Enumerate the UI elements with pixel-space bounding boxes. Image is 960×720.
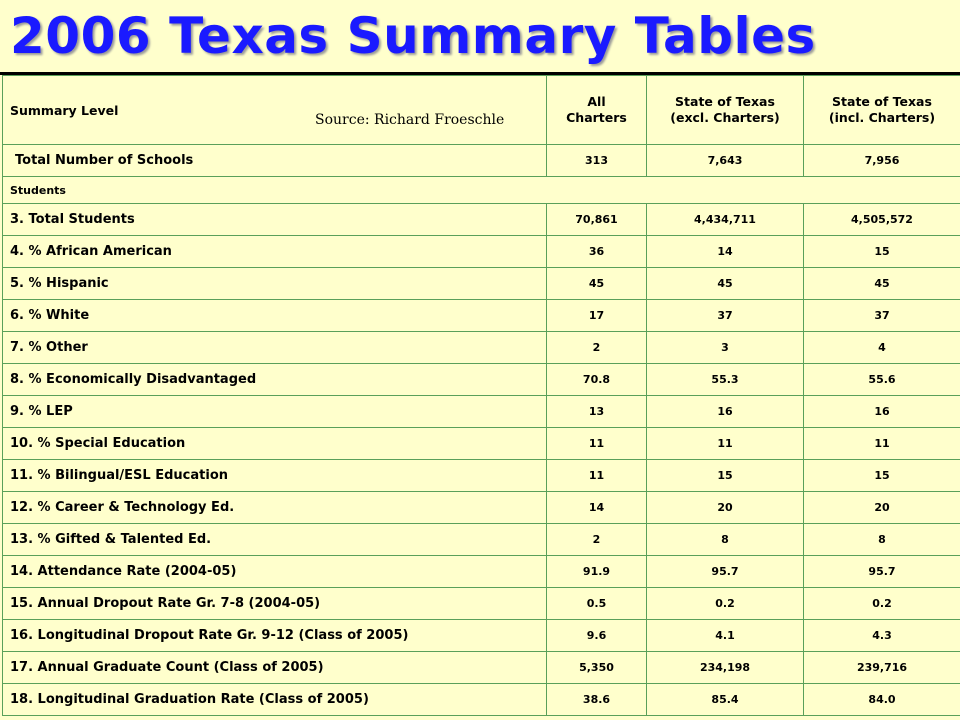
row-label: Total Number of Schools <box>3 145 547 177</box>
cell-all-charters: 5,350 <box>547 652 647 684</box>
cell-state-excl: 85.4 <box>647 684 804 716</box>
row-label: 11. % Bilingual/ESL Education <box>3 460 547 492</box>
cell-all-charters: 45 <box>547 268 647 300</box>
table-row <box>3 300 960 332</box>
table-row <box>3 204 960 236</box>
row-label: 8. % Economically Disadvantaged <box>3 364 547 396</box>
cell-state-excl: 14 <box>647 236 804 268</box>
cell-state-incl: 4 <box>804 332 960 364</box>
cell-all-charters: 91.9 <box>547 556 647 588</box>
cell-state-incl: 55.6 <box>804 364 960 396</box>
summary-table <box>2 75 960 716</box>
header-col3-line1: State of Texas <box>832 94 932 109</box>
cell-state-incl: 15 <box>804 460 960 492</box>
table-row <box>3 620 960 652</box>
cell-state-excl: 55.3 <box>647 364 804 396</box>
table-row <box>3 524 960 556</box>
cell-state-excl: 4.1 <box>647 620 804 652</box>
row-label: 17. Annual Graduate Count (Class of 2005) <box>3 652 547 684</box>
cell-state-incl: 45 <box>804 268 960 300</box>
cell-state-excl: 45 <box>647 268 804 300</box>
header-summary-level: Summary Level <box>10 102 119 118</box>
header-state-incl-charters <box>804 76 960 145</box>
cell-all-charters: 0.5 <box>547 588 647 620</box>
header-col2-line2: (excl. Charters) <box>670 110 780 125</box>
header-state-excl-charters <box>647 76 804 145</box>
row-label: 13. % Gifted & Talented Ed. <box>3 524 547 556</box>
cell-all-charters: 38.6 <box>547 684 647 716</box>
section-label-students: Students <box>3 177 960 204</box>
table-row <box>3 428 960 460</box>
row-label: 16. Longitudinal Dropout Rate Gr. 9-12 (Class of 2005) <box>3 620 547 652</box>
cell-state-excl: 37 <box>647 300 804 332</box>
cell-state-incl: 4,505,572 <box>804 204 960 236</box>
row-label: 10. % Special Education <box>3 428 547 460</box>
cell-state-excl: 11 <box>647 428 804 460</box>
row-label: 12. % Career & Technology Ed. <box>3 492 547 524</box>
cell-all-charters: 11 <box>547 460 647 492</box>
table-row <box>3 684 960 716</box>
cell-state-excl: 15 <box>647 460 804 492</box>
row-label: 7. % Other <box>3 332 547 364</box>
cell-state-incl: 37 <box>804 300 960 332</box>
table-row <box>3 460 960 492</box>
page-title: 2006 Texas Summary Tables <box>10 7 816 65</box>
source-note: Source: Richard Froeschle <box>315 112 505 128</box>
cell-state-incl: 239,716 <box>804 652 960 684</box>
header-col2-line1: State of Texas <box>675 94 775 109</box>
row-label: 18. Longitudinal Graduation Rate (Class of 2005) <box>3 684 547 716</box>
cell-all-charters: 9.6 <box>547 620 647 652</box>
table-row <box>3 268 960 300</box>
row-label: 4. % African American <box>3 236 547 268</box>
cell-state-incl: 8 <box>804 524 960 556</box>
cell-state-excl: 4,434,711 <box>647 204 804 236</box>
cell-state-incl: 84.0 <box>804 684 960 716</box>
row-label: 6. % White <box>3 300 547 332</box>
row-label: 5. % Hispanic <box>3 268 547 300</box>
cell-state-incl: 20 <box>804 492 960 524</box>
cell-state-excl: 234,198 <box>647 652 804 684</box>
cell-state-incl: 0.2 <box>804 588 960 620</box>
cell-all-charters: 13 <box>547 396 647 428</box>
cell-state-excl: 7,643 <box>647 145 804 177</box>
cell-state-excl: 16 <box>647 396 804 428</box>
cell-all-charters: 2 <box>547 332 647 364</box>
cell-state-excl: 0.2 <box>647 588 804 620</box>
cell-all-charters: 17 <box>547 300 647 332</box>
cell-state-incl: 95.7 <box>804 556 960 588</box>
table-row <box>3 492 960 524</box>
header-summary-level-cell <box>3 76 547 145</box>
cell-all-charters: 70.8 <box>547 364 647 396</box>
cell-state-excl: 20 <box>647 492 804 524</box>
table-row <box>3 396 960 428</box>
cell-state-excl: 8 <box>647 524 804 556</box>
table-row <box>3 364 960 396</box>
cell-all-charters: 313 <box>547 145 647 177</box>
cell-state-incl: 4.3 <box>804 620 960 652</box>
cell-state-incl: 7,956 <box>804 145 960 177</box>
table-row <box>3 556 960 588</box>
cell-state-excl: 95.7 <box>647 556 804 588</box>
table-row <box>3 236 960 268</box>
cell-state-incl: 16 <box>804 396 960 428</box>
table-row <box>3 588 960 620</box>
header-col3-line2: (incl. Charters) <box>828 110 936 125</box>
cell-all-charters: 11 <box>547 428 647 460</box>
table-row-schools <box>3 145 960 177</box>
row-label: 9. % LEP <box>3 396 547 428</box>
cell-all-charters: 36 <box>547 236 647 268</box>
table-header-row <box>3 76 960 145</box>
cell-state-incl: 15 <box>804 236 960 268</box>
cell-all-charters: 70,861 <box>547 204 647 236</box>
row-label: 14. Attendance Rate (2004-05) <box>3 556 547 588</box>
cell-state-excl: 3 <box>647 332 804 364</box>
cell-all-charters: 2 <box>547 524 647 556</box>
table-row <box>3 652 960 684</box>
row-label: 3. Total Students <box>3 204 547 236</box>
section-row-students <box>3 177 960 204</box>
header-all-charters: All Charters <box>547 76 647 145</box>
cell-all-charters: 14 <box>547 492 647 524</box>
cell-state-incl: 11 <box>804 428 960 460</box>
table-row <box>3 332 960 364</box>
row-label: 15. Annual Dropout Rate Gr. 7-8 (2004-05) <box>3 588 547 620</box>
